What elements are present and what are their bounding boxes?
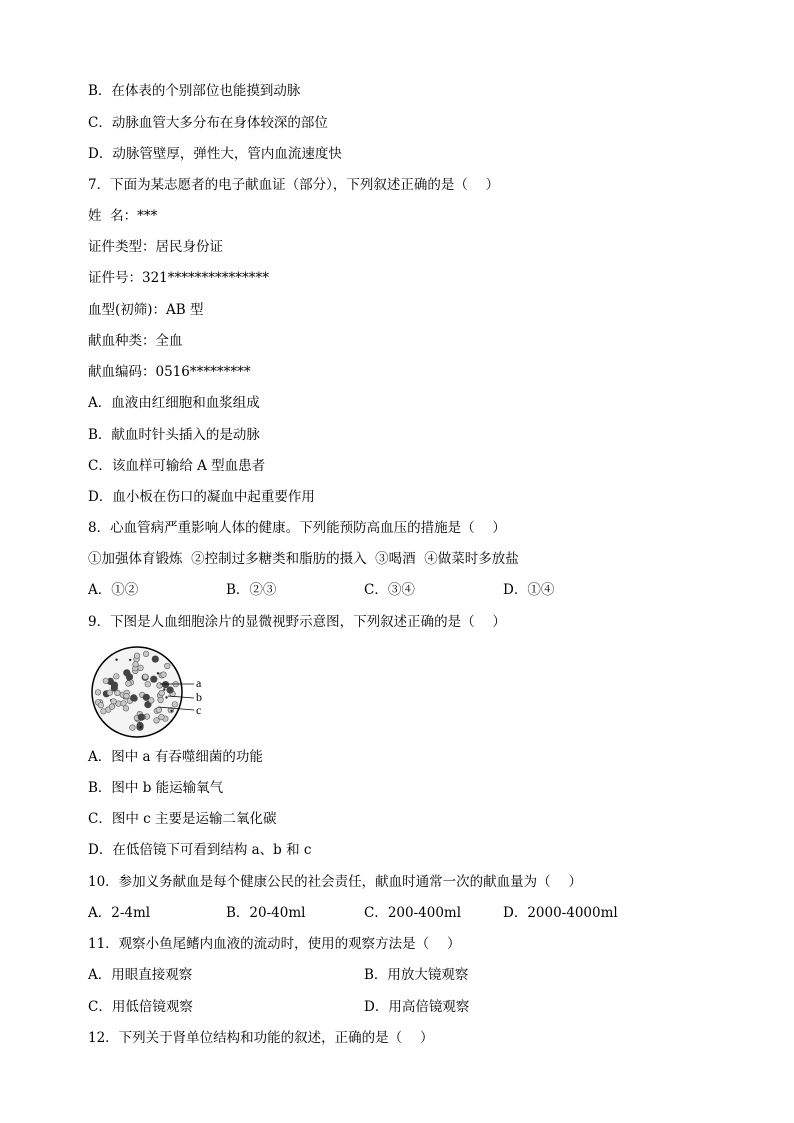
- red-blood-cell: [130, 725, 136, 731]
- q7-option-b: B．献血时针头插入的是动脉: [88, 427, 260, 443]
- red-blood-cell: [159, 714, 165, 720]
- red-blood-cell: [154, 718, 160, 724]
- white-blood-cell: [130, 694, 137, 701]
- red-blood-cell: [134, 653, 140, 659]
- q7-stem: 7．下面为某志愿者的电子献血证（部分），下列叙述正确的是（ ）: [88, 177, 500, 193]
- red-blood-cell: [124, 693, 130, 699]
- red-blood-cell: [158, 697, 164, 703]
- q8-option-d: D．①④: [503, 582, 555, 598]
- q7-id-type: 证件类型：居民身份证: [88, 239, 223, 255]
- platelet: [170, 710, 172, 712]
- q11-option-d: D．用高倍镜观察: [364, 999, 470, 1015]
- q10-option-d: D．2000-4000ml: [503, 905, 618, 921]
- q11-stem: 11．观察小鱼尾鳍内血液的流动时，使用的观察方法是（ ）: [88, 936, 461, 952]
- q7-option-c: C．该血样可输给 A 型血患者: [88, 458, 266, 474]
- red-blood-cell: [109, 704, 115, 710]
- red-blood-cell: [98, 703, 104, 709]
- platelet: [157, 672, 159, 674]
- q10-stem: 10．参加义务献血是每个健康公民的社会责任，献血时通常一次的献血量为（ ）: [88, 874, 582, 890]
- red-blood-cell: [145, 681, 151, 687]
- q9-stem: 9．下图是人血细胞涂片的显微视野示意图，下列叙述正确的是（ ）: [88, 614, 506, 630]
- red-blood-cell: [143, 651, 149, 657]
- red-blood-cell: [157, 683, 163, 689]
- red-blood-cell: [138, 665, 144, 671]
- q10-option-c: C．200-400ml: [364, 905, 462, 921]
- q11-option-a: A．用眼直接观察: [88, 967, 193, 983]
- q9-option-b: B．图中 b 能运输氧气: [88, 780, 224, 796]
- red-blood-cell: [149, 698, 155, 704]
- platelet: [163, 688, 165, 690]
- q8-measures: ①加强体育锻炼 ②控制过多糖类和脂肪的摄入 ③喝酒 ④做菜时多放盐: [88, 551, 519, 567]
- label-b: b: [196, 690, 202, 704]
- red-blood-cell: [165, 663, 171, 669]
- label-a: a: [196, 676, 202, 690]
- q6-option-b: B．在体表的个别部位也能摸到动脉: [88, 83, 301, 99]
- red-blood-cell: [115, 690, 121, 696]
- q7-name: 姓 名：***: [88, 208, 158, 224]
- q9-option-a: A．图中 a 有吞噬细菌的功能: [88, 749, 263, 765]
- label-c: c: [196, 703, 202, 717]
- q8-option-a: A．①②: [88, 582, 139, 598]
- red-blood-cell: [111, 699, 117, 705]
- platelet: [165, 696, 167, 698]
- q8-option-b: B．②③: [226, 582, 277, 598]
- q7-option-a: A．血液由红细胞和血浆组成: [88, 395, 260, 411]
- q8-option-c: C．③④: [364, 582, 415, 598]
- q8-stem: 8．心血管病严重影响人体的健康。下列能预防高血压的措施是（ ）: [88, 520, 506, 536]
- platelet: [129, 659, 131, 661]
- platelet: [140, 726, 142, 728]
- red-blood-cell: [156, 707, 162, 713]
- white-blood-cell: [150, 676, 157, 683]
- q11-option-b: B．用放大镜观察: [364, 967, 469, 983]
- q10-option-a: A．2-4ml: [88, 905, 151, 921]
- q9-option-d: D．在低倍镜下可看到结构 a、b 和 c: [88, 842, 312, 858]
- red-blood-cell: [123, 706, 129, 712]
- red-blood-cell: [101, 709, 107, 715]
- red-blood-cell: [159, 690, 165, 696]
- white-blood-cell: [126, 673, 133, 680]
- red-blood-cell: [103, 678, 109, 684]
- blood-smear-figure: [88, 644, 218, 740]
- q7-blood-type: 血型(初筛)：AB 型: [88, 302, 204, 318]
- q6-option-c: C．动脉血管大多分布在身体较深的部位: [88, 115, 328, 131]
- white-blood-cell: [152, 656, 159, 663]
- red-blood-cell: [143, 674, 149, 680]
- q7-option-d: D．血小板在伤口的凝血中起重要作用: [88, 489, 315, 505]
- q9-option-c: C．图中 c 主要是运输二氧化碳: [88, 811, 277, 827]
- q7-donation-code: 献血编码：0516*********: [88, 364, 251, 380]
- white-blood-cell: [167, 686, 174, 693]
- red-blood-cell: [95, 690, 101, 696]
- red-blood-cell: [107, 690, 113, 696]
- q7-donation-type: 献血种类：全血: [88, 333, 183, 349]
- red-blood-cell: [114, 674, 120, 680]
- white-blood-cell: [162, 681, 169, 688]
- q7-id-no: 证件号：321***************: [88, 270, 270, 286]
- white-blood-cell: [138, 714, 145, 721]
- red-blood-cell: [172, 702, 178, 708]
- platelet: [115, 659, 117, 661]
- q11-option-c: C．用低倍镜观察: [88, 999, 193, 1015]
- q10-option-b: B．20-40ml: [226, 905, 306, 921]
- red-blood-cell: [126, 681, 132, 687]
- red-blood-cell: [161, 672, 167, 678]
- red-blood-cell: [133, 662, 139, 668]
- q6-option-d: D．动脉管壁厚，弹性大，管内血流速度快: [88, 146, 342, 162]
- q12-stem: 12．下列关于肾单位结构和功能的叙述，正确的是（ ）: [88, 1030, 434, 1046]
